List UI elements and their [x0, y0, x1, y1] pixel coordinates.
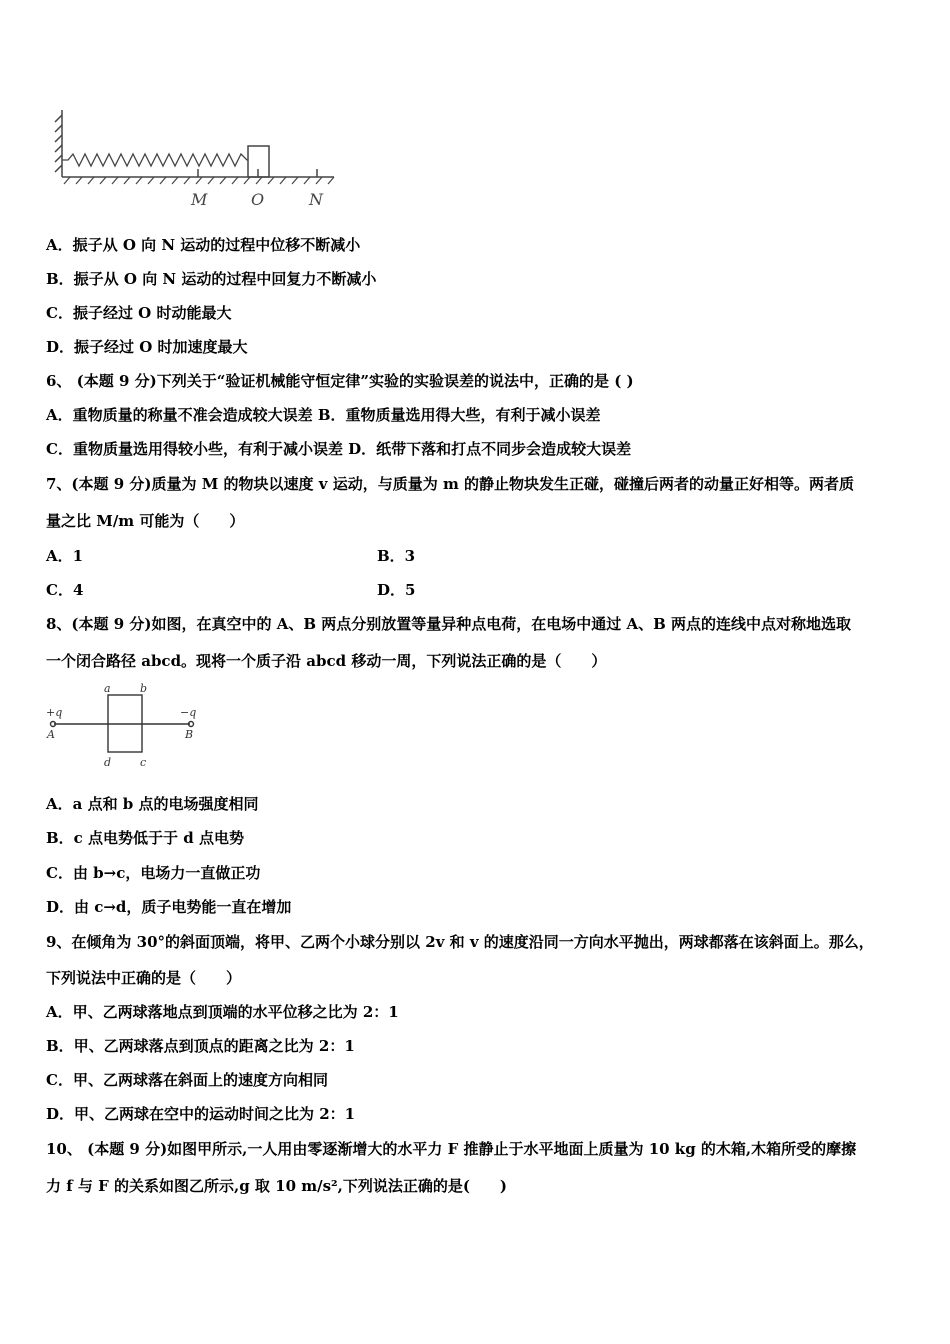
q7-option-d: D．5: [377, 581, 416, 599]
q8-option-c: C．由 b→c，电场力一直做正功: [46, 864, 261, 882]
q9-stem-line2: 下列说法中正确的是（ ）: [46, 969, 242, 987]
label-A: A: [47, 728, 55, 741]
q7-stem-line2: 量之比 M/m 可能为（ ）: [46, 512, 245, 530]
q9-option-b: B．甲、乙两球落点到顶点的距离之比为 2：1: [46, 1037, 355, 1055]
label-N: N: [309, 190, 323, 209]
label-plus-q: +q: [46, 706, 63, 719]
q8-option-a: A．a 点和 b 点的电场强度相同: [46, 795, 259, 813]
q5-option-a: A．振子从 O 向 N 运动的过程中位移不断减小: [46, 236, 361, 254]
q8-stem-line1: 8、(本题 9 分)如图，在真空中的 A、B 两点分别放置等量异种点电荷，在电场中通过 A、B 两点的连线中点对称地选取: [46, 615, 852, 633]
q9-option-d: D．甲、乙两球在空中的运动时间之比为 2：1: [46, 1105, 356, 1123]
q7-option-a: A．1: [46, 547, 84, 565]
spring-oscillator-figure: [50, 105, 340, 210]
q5-option-b: B．振子从 O 向 N 运动的过程中回复力不断减小: [46, 270, 377, 288]
label-M: M: [191, 190, 208, 209]
label-b: b: [140, 682, 148, 695]
q6-options-ab: A．重物质量的称量不准会造成较大误差 B．重物质量选用得大些，有利于减小误差: [46, 406, 601, 424]
q10-stem-line1: 10、 (本题 9 分)如图甲所示,一人用由零逐渐增大的水平力 F 推静止于水平地面上质量为 10 kg 的木箱,木箱所受的摩擦: [46, 1140, 857, 1158]
q6-stem: 6、 (本题 9 分)下列关于“验证机械能守恒定律”实验的实验误差的说法中，正确的是 ( ): [46, 372, 634, 390]
spring: [62, 154, 248, 166]
label-d: d: [104, 756, 112, 769]
q6-options-cd: C．重物质量选用得较小些，有利于减小误差 D．纸带下落和打点不同步会造成较大误差: [46, 440, 632, 458]
q8-option-d: D．由 c→d，质子电势能一直在增加: [46, 898, 292, 916]
q5-option-d: D．振子经过 O 时加速度最大: [46, 338, 248, 356]
label-minus-q: −q: [180, 706, 197, 719]
label-O: O: [251, 190, 265, 209]
q7-option-b: B．3: [377, 547, 416, 565]
q8-option-b: B．c 点电势低于于 d 点电势: [46, 829, 244, 847]
q10-stem-line2: 力 f 与 F 的关系如图乙所示,g 取 10 m/s²,下列说法正确的是( ): [46, 1177, 508, 1195]
q7-option-c: C．4: [46, 581, 84, 599]
q9-option-c: C．甲、乙两球落在斜面上的速度方向相同: [46, 1071, 328, 1089]
label-a: a: [104, 682, 111, 695]
q8-stem-line2: 一个闭合路径 abcd。现将一个质子沿 abcd 移动一周，下列说法正确的是（ ）: [46, 652, 607, 670]
q7-stem-line1: 7、(本题 9 分)质量为 M 的物块以速度 v 运动，与质量为 m 的静止物块发生正碰，碰撞后两者的动量正好相等。两者质: [46, 475, 855, 493]
q9-stem-line1: 9、在倾角为 30°的斜面顶端，将甲、乙两个小球分别以 2v 和 v 的速度沿同一方向水平抛出，两球都落在该斜面上。那么，: [46, 933, 874, 951]
label-c: c: [140, 756, 147, 769]
q5-option-c: C．振子经过 O 时动能最大: [46, 304, 232, 322]
q9-option-a: A．甲、乙两球落地点到顶端的水平位移之比为 2：1: [46, 1003, 399, 1021]
label-B: B: [185, 728, 194, 741]
charges-path-figure: [44, 680, 214, 772]
